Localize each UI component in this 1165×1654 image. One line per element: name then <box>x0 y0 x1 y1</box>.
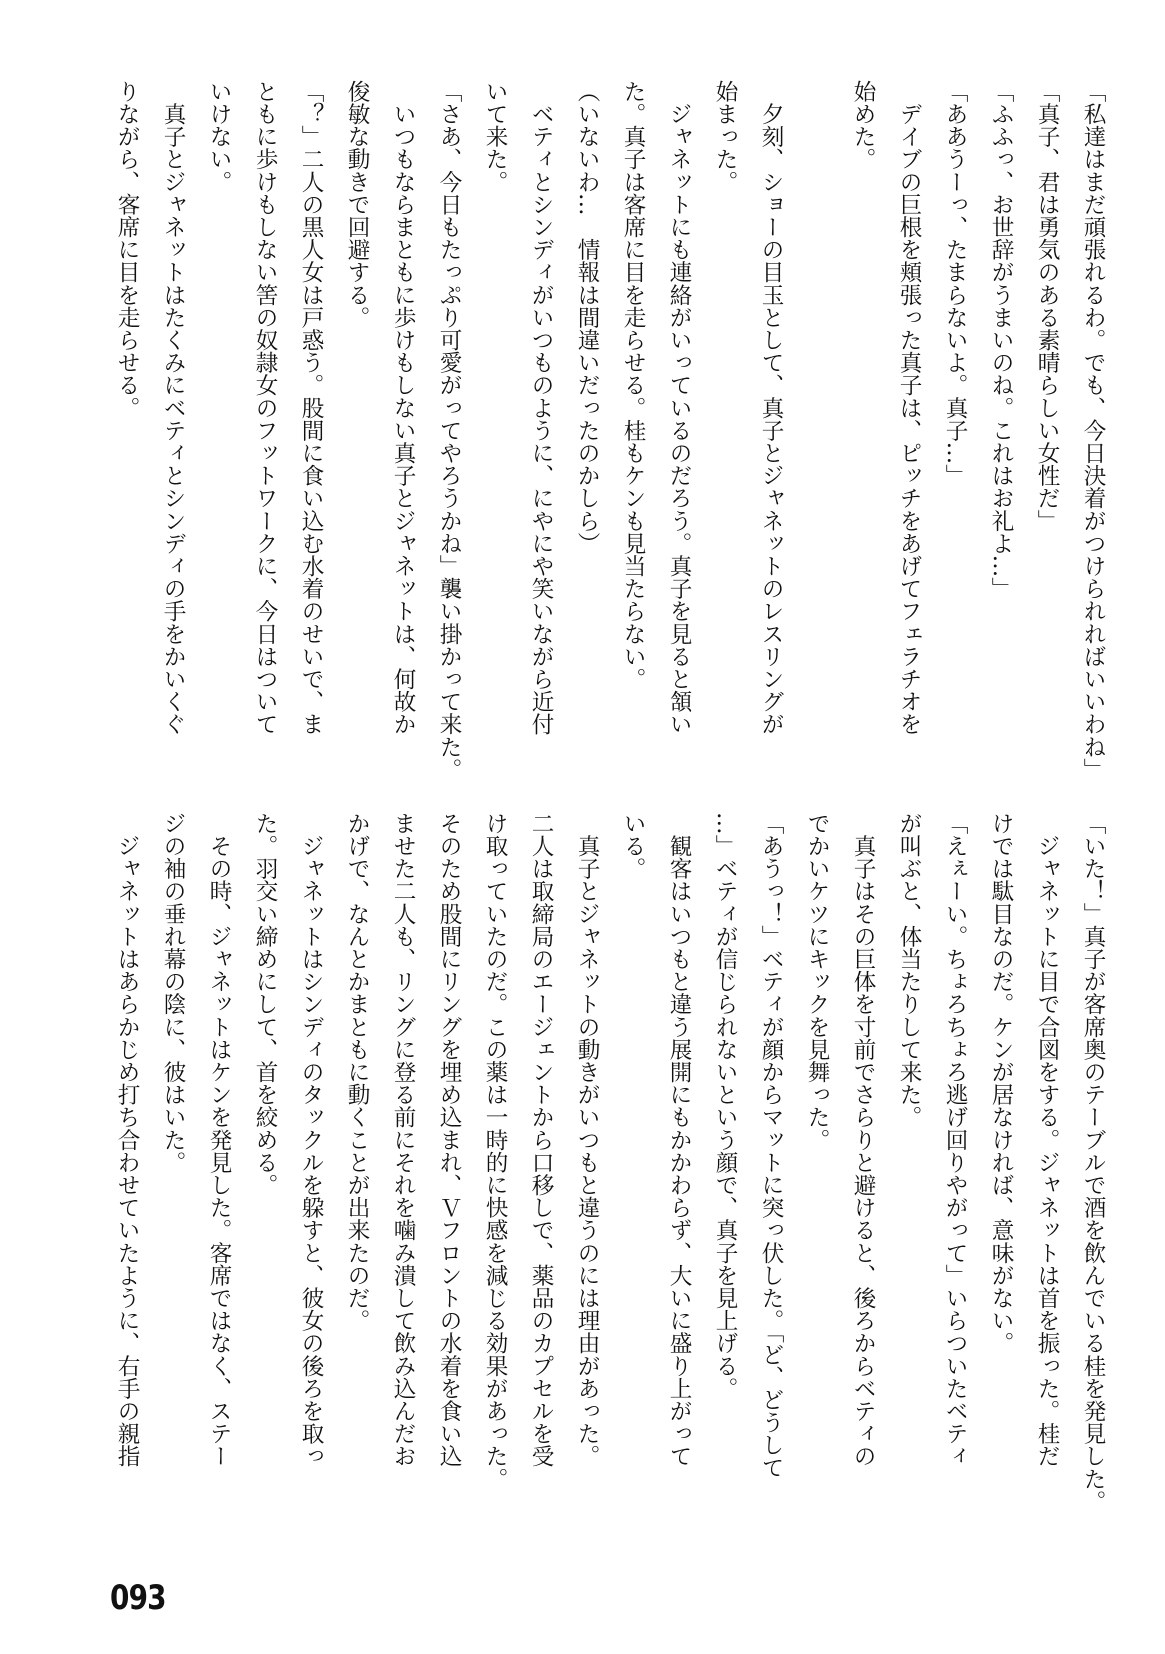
text-block-upper <box>104 80 1116 810</box>
text-line: …」ベティが信じられないという顔で、真子を見上げる。 <box>712 812 738 1400</box>
page-number: 093 <box>110 1578 166 1618</box>
text-line: 「真子、君は勇気のある素晴らしい女性だ」 <box>1034 80 1060 532</box>
text-line: が叫ぶと、体当たりして来た。 <box>896 812 922 1129</box>
text-line: 「？」二人の黒人女は戸惑う。股間に食い込む水着のせいで、ま <box>298 80 324 736</box>
text-line: りながら、客席に目を走らせる。 <box>114 80 140 419</box>
text-line: け取っていたのだ。この薬は一時的に快感を減じる効果があった。 <box>482 812 508 1490</box>
text-line: た。羽交い締めにして、首を絞める。 <box>252 812 278 1197</box>
text-line: いつもならまともに歩けもしない真子とジャネットは、何故か <box>390 80 416 736</box>
text-line: けでは駄目なのだ。ケンが居なければ、意味がない。 <box>988 812 1014 1355</box>
text-line: 夕刻、ショーの目玉として、真子とジャネットのレスリングが <box>758 80 784 736</box>
text-line: ジャネットはシンディのタックルを躱すと、彼女の後ろを取っ <box>298 812 324 1468</box>
text-line: 「えぇーい。ちょろちょろ逃げ回りやがって」いらついたベティ <box>942 812 968 1468</box>
text-line: 真子とジャネットの動きがいつもと違うのには理由があった。 <box>574 812 600 1468</box>
text-line: 始まった。 <box>712 80 738 193</box>
text-line: 真子とジャネットはたくみにベティとシンディの手をかいくぐ <box>160 80 186 736</box>
text-block-lower <box>104 812 1116 1542</box>
text-line: 観客はいつもと違う展開にもかかわらず、大いに盛り上がって <box>666 812 692 1468</box>
text-line: 「ああうーっ、たまらないよ。真子…」 <box>942 80 968 487</box>
text-line: ジャネットに目で合図をする。ジャネットは首を振った。桂だ <box>1034 812 1060 1468</box>
text-line: かげで、なんとかまともに動くことが出来たのだ。 <box>344 812 370 1332</box>
text-line: いる。 <box>620 812 646 880</box>
text-line: 「あうっ！」ベティが顔からマットに突っ伏した。「ど、どうして <box>758 812 784 1479</box>
text-line: 「私達はまだ頑張れるわ。でも、今日決着がつけられればいいわね」 <box>1080 80 1106 781</box>
text-line: ませた二人も、リングに登る前にそれを噛み潰して飲み込んだお <box>390 812 416 1468</box>
text-line: 「いた！」真子が客席奥のテーブルで酒を飲んでいる桂を発見した。 <box>1080 812 1106 1513</box>
text-line: ともに歩けもしない筈の奴隷女のフットワークに、今日はついて <box>252 80 278 736</box>
text-line: ジの袖の垂れ幕の陰に、彼はいた。 <box>160 812 186 1174</box>
text-line: （いないわ… 情報は間違いだったのかしら） <box>574 80 600 555</box>
text-line <box>794 80 840 810</box>
text-line: デイブの巨根を頬張った真子は、ピッチをあげてフェラチオを <box>896 80 922 736</box>
text-line: ジャネットはあらかじめ打ち合わせていたように、右手の親指 <box>114 812 140 1468</box>
text-line: いて来た。 <box>482 80 508 193</box>
text-line: 二人は取締局のエージェントから口移しで、薬品のカプセルを受 <box>528 812 554 1468</box>
text-line: そのため股間にリングを埋め込まれ、Ｖフロントの水着を食い込 <box>436 812 462 1468</box>
text-line: 始めた。 <box>850 80 876 171</box>
text-line: いけない。 <box>206 80 232 193</box>
text-line: ベティとシンディがいつものように、にやにや笑いながら近付 <box>528 80 554 736</box>
text-line: 真子はその巨体を寸前でさらりと避けると、後ろからベティの <box>850 812 876 1468</box>
text-line: ジャネットにも連絡がいっているのだろう。真子を見ると頷い <box>666 80 692 736</box>
text-line: その時、ジャネットはケンを発見した。客席ではなく、ステー <box>206 812 232 1468</box>
text-line: 「さあ、今日もたっぷり可愛がってやろうかね」襲い掛かって来た。 <box>436 80 462 781</box>
text-line: 「ふふっ、お世辞がうまいのね。これはお礼よ…」 <box>988 80 1014 600</box>
text-line: た。真子は客席に目を走らせる。桂もケンも見当たらない。 <box>620 80 646 691</box>
text-line: でかいケツにキックを見舞った。 <box>804 812 830 1151</box>
text-line: 俊敏な動きで回避する。 <box>344 80 370 329</box>
